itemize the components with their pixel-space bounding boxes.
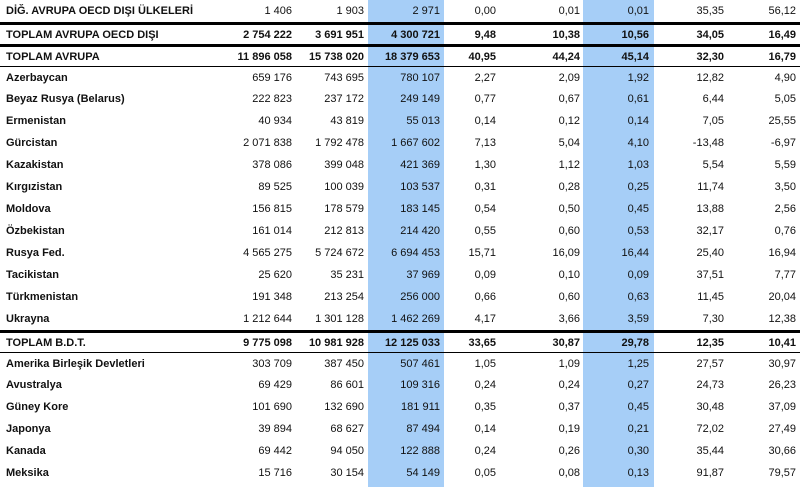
value-cell[interactable]: 69 442 [258,445,292,457]
value-cell[interactable]: 191 348 [252,291,292,303]
value-cell[interactable]: 5,59 [774,159,796,171]
value-cell[interactable]: 7,30 [702,313,724,325]
value-cell[interactable]: 37,51 [696,269,724,281]
value-cell[interactable]: 27,57 [696,357,724,370]
value-cell[interactable]: 387 450 [324,357,364,370]
value-cell[interactable]: 10,56 [621,28,649,41]
value-cell[interactable]: 37 969 [406,269,440,281]
value-cell[interactable]: 25 620 [258,269,292,281]
value-cell[interactable]: 69 429 [258,379,292,391]
row-label[interactable]: Güney Kore [6,401,69,413]
value-cell[interactable]: 1 462 269 [391,313,440,325]
value-cell[interactable]: 2 754 222 [243,28,292,41]
value-cell[interactable]: 0,09 [474,269,496,281]
table-row [0,66,800,88]
table-row [0,132,800,154]
value-cell[interactable]: 7,77 [774,269,796,281]
value-cell[interactable]: 11,74 [697,181,724,193]
value-cell[interactable]: 15 716 [258,467,292,479]
value-cell[interactable]: 40 934 [258,115,292,127]
value-cell[interactable]: 26,23 [768,379,796,391]
value-cell[interactable]: 0,13 [627,467,649,479]
value-cell[interactable]: 1,05 [474,357,496,370]
value-cell[interactable]: 39 894 [258,423,292,435]
row-label[interactable]: Beyaz Rusya (Belarus) [6,93,125,105]
value-cell[interactable]: 0,60 [558,291,580,303]
value-cell[interactable]: 256 000 [400,291,440,303]
value-cell[interactable]: 1 212 644 [243,313,292,325]
value-cell[interactable]: 27,49 [768,423,796,435]
value-cell[interactable]: 1 301 128 [315,313,364,325]
value-cell[interactable]: 0,67 [558,93,580,105]
value-cell[interactable]: 32,30 [696,50,724,63]
value-cell[interactable]: 10,38 [552,28,580,41]
row-label[interactable]: Moldova [6,203,51,215]
row-label[interactable]: Özbekistan [6,225,65,237]
value-cell[interactable]: 0,21 [627,423,649,435]
value-cell[interactable]: 237 172 [324,93,364,105]
value-cell[interactable]: 100 039 [324,181,364,193]
table-row [0,176,800,198]
value-cell[interactable]: 2,27 [474,71,496,84]
value-cell[interactable]: 35,35 [696,5,724,17]
value-cell[interactable]: 30,66 [768,445,796,457]
value-cell[interactable]: 94 050 [330,445,364,457]
value-cell[interactable]: 0,01 [627,5,649,17]
value-cell[interactable]: 0,61 [627,93,649,105]
table-row [0,154,800,176]
value-cell[interactable]: 25,40 [696,247,724,259]
value-cell[interactable]: 5 724 672 [315,247,364,259]
row-label[interactable]: Japonya [6,423,51,435]
table-row [0,308,800,330]
value-cell[interactable]: 54 149 [406,467,440,479]
value-cell[interactable]: 2 071 838 [243,137,292,149]
value-cell[interactable]: 0,54 [474,203,496,215]
value-cell[interactable]: 34,05 [696,28,724,41]
value-cell[interactable]: 7,05 [702,115,724,127]
value-cell[interactable]: 11,45 [697,291,724,303]
value-cell[interactable]: 68 627 [330,423,364,435]
value-cell[interactable]: 43 819 [330,115,364,127]
value-cell[interactable]: 2 971 [412,5,440,17]
value-cell[interactable]: 6 694 453 [391,247,440,259]
value-cell[interactable]: 0,05 [474,467,496,479]
value-cell[interactable]: 3 691 951 [315,28,364,41]
value-cell[interactable]: 56,12 [768,5,796,17]
value-cell[interactable]: 378 086 [252,159,292,171]
value-cell[interactable]: 35 231 [330,269,364,281]
row-label[interactable]: TOPLAM AVRUPA OECD DIŞI [6,28,159,41]
row-label[interactable]: Ermenistan [6,115,66,127]
value-cell[interactable]: -6,97 [770,137,796,149]
value-cell[interactable]: 0,31 [474,181,496,193]
row-label[interactable]: Türkmenistan [6,291,79,303]
value-cell[interactable]: 37,09 [768,401,796,413]
value-cell[interactable]: 421 369 [400,159,440,171]
value-cell[interactable]: 32,17 [696,225,724,237]
value-cell[interactable]: 0,45 [627,203,649,215]
value-cell[interactable]: 0,09 [627,269,649,281]
value-cell[interactable]: 0,37 [558,401,580,413]
value-cell[interactable]: 5,54 [702,159,724,171]
value-cell[interactable]: 0,01 [558,5,580,17]
value-cell[interactable]: 18 379 653 [384,50,440,63]
value-cell[interactable]: 5,05 [774,93,796,105]
value-cell[interactable]: 30,48 [696,401,724,413]
value-cell[interactable]: 1 903 [336,5,364,17]
value-cell[interactable]: 44,24 [552,50,580,63]
value-cell[interactable]: 30,97 [768,357,796,370]
value-cell[interactable]: 0,24 [474,445,496,457]
value-cell[interactable]: 109 316 [400,379,440,391]
table-row [0,88,800,110]
value-cell[interactable]: 507 461 [400,357,440,370]
value-cell[interactable]: 156 815 [252,203,292,215]
row-label[interactable]: Gürcistan [6,137,58,149]
value-cell[interactable]: 30 154 [330,467,364,479]
value-cell[interactable]: 0,14 [627,115,649,127]
value-cell[interactable]: 20,04 [768,291,796,303]
value-cell[interactable]: 1 792 478 [315,137,364,149]
value-cell[interactable]: 4 300 721 [391,28,440,41]
value-cell[interactable]: 0,00 [474,5,496,17]
value-cell[interactable]: 16,09 [552,247,580,259]
value-cell[interactable]: 0,76 [774,225,796,237]
table-row [0,396,800,418]
value-cell[interactable]: 10,41 [768,336,796,349]
value-cell[interactable]: 0,50 [558,203,580,215]
value-cell[interactable]: 0,08 [558,467,580,479]
value-cell[interactable]: 0,35 [474,401,496,413]
value-cell[interactable]: 0,28 [558,181,580,193]
value-cell[interactable]: 1,12 [558,159,580,171]
value-cell[interactable]: 1,92 [627,71,649,84]
row-label[interactable]: Ukrayna [6,313,50,325]
value-cell[interactable]: 0,24 [474,379,496,391]
value-cell[interactable]: 0,10 [558,269,580,281]
table-row [0,22,800,44]
value-cell[interactable]: 72,02 [696,423,724,435]
value-cell[interactable]: 16,94 [768,247,796,259]
value-cell[interactable]: 1,03 [627,159,649,171]
table-row [0,374,800,396]
value-cell[interactable]: 659 176 [252,71,292,84]
value-cell[interactable]: 3,50 [774,181,796,193]
value-cell[interactable]: 2,09 [558,71,580,84]
value-cell[interactable]: 303 709 [252,357,292,370]
value-cell[interactable]: 1,30 [474,159,496,171]
value-cell[interactable]: 1,25 [627,357,649,370]
value-cell[interactable]: 743 695 [324,71,364,84]
value-cell[interactable]: 4,10 [627,137,649,149]
value-cell[interactable]: 12 125 033 [384,336,440,349]
value-cell[interactable]: 24,73 [696,379,724,391]
table-row [0,330,800,352]
value-cell[interactable]: 91,87 [696,467,724,479]
value-cell[interactable]: 132 690 [324,401,364,413]
value-cell[interactable]: 9,48 [474,28,496,41]
value-cell[interactable]: 0,63 [627,291,649,303]
row-label[interactable]: Azerbaycan [6,71,68,84]
value-cell[interactable]: 122 888 [400,445,440,457]
value-cell[interactable]: 35,44 [696,445,724,457]
value-cell[interactable]: 0,14 [474,115,496,127]
value-cell[interactable]: 16,79 [768,50,796,63]
table-row [0,242,800,264]
row-label[interactable]: DİĞ. AVRUPA OECD DIŞI ÜLKELERİ [6,5,194,17]
row-label[interactable]: Meksika [6,467,49,479]
value-cell[interactable]: 213 254 [324,291,364,303]
value-cell[interactable]: 86 601 [330,379,364,391]
value-cell[interactable]: 0,27 [627,379,649,391]
value-cell[interactable]: 1,09 [558,357,580,370]
table-row [0,440,800,462]
value-cell[interactable]: 16,44 [621,247,649,259]
row-label[interactable]: Kırgızistan [6,181,63,193]
value-cell[interactable]: 11 896 058 [237,50,292,63]
value-cell[interactable]: 103 537 [400,181,440,193]
value-cell[interactable]: 0,30 [627,445,649,457]
value-cell[interactable]: 183 145 [400,203,440,215]
table-row [0,264,800,286]
value-cell[interactable]: 15 738 020 [308,50,364,63]
value-cell[interactable]: 161 014 [252,225,292,237]
value-cell[interactable]: 0,55 [474,225,496,237]
value-cell[interactable]: 2,56 [774,203,796,215]
value-cell[interactable]: 0,45 [627,401,649,413]
value-cell[interactable]: 9 775 098 [243,336,292,349]
value-cell[interactable]: 1 667 602 [391,137,440,149]
value-cell[interactable]: 0,77 [474,93,496,105]
value-cell[interactable]: 40,95 [468,50,496,63]
value-cell[interactable]: 25,55 [768,115,796,127]
value-cell[interactable]: 780 107 [400,71,440,84]
value-cell[interactable]: 178 579 [324,203,364,215]
value-cell[interactable]: 0,26 [558,445,580,457]
row-label[interactable]: Avustralya [6,379,62,391]
value-cell[interactable]: 55 013 [406,115,440,127]
value-cell[interactable]: 79,57 [768,467,796,479]
value-cell[interactable]: 0,14 [474,423,496,435]
value-cell[interactable]: 214 420 [400,225,440,237]
value-cell[interactable]: 0,19 [558,423,580,435]
value-cell[interactable]: -13,48 [692,137,724,149]
value-cell[interactable]: 10 981 928 [308,336,364,349]
table-row [0,110,800,132]
value-cell[interactable]: 45,14 [621,50,649,63]
table-row [0,352,800,374]
value-cell[interactable]: 12,38 [768,313,796,325]
value-cell[interactable]: 12,35 [696,336,724,349]
value-cell[interactable]: 181 911 [401,401,440,413]
value-cell[interactable]: 5,04 [558,137,580,149]
table-row [0,220,800,242]
value-cell[interactable]: 30,87 [552,336,580,349]
value-cell[interactable]: 12,82 [696,71,724,84]
value-cell[interactable]: 0,25 [627,181,649,193]
value-cell[interactable]: 87 494 [406,423,440,435]
row-label[interactable]: Kanada [6,445,46,457]
value-cell[interactable]: 0,24 [558,379,580,391]
row-label[interactable]: Kazakistan [6,159,64,171]
table-row [0,462,800,484]
table-row [0,418,800,440]
value-cell[interactable]: 3,59 [627,313,649,325]
value-cell[interactable]: 6,44 [702,93,724,105]
value-cell[interactable]: 15,71 [468,247,496,259]
table-row [0,0,800,22]
table-row [0,44,800,66]
value-cell[interactable]: 29,78 [621,336,649,349]
row-label[interactable]: Amerika Birleşik Devletleri [6,357,145,370]
row-label[interactable]: Tacikistan [6,269,59,281]
table-row [0,198,800,220]
value-cell[interactable]: 16,49 [768,28,796,41]
row-label[interactable]: TOPLAM AVRUPA [6,50,100,63]
value-cell[interactable]: 399 048 [324,159,364,171]
value-cell[interactable]: 249 149 [400,93,440,105]
value-cell[interactable]: 13,88 [696,203,724,215]
value-cell[interactable]: 4 565 275 [243,247,292,259]
value-cell[interactable]: 7,13 [474,137,496,149]
row-label[interactable]: Rusya Fed. [6,247,65,259]
value-cell[interactable]: 212 813 [324,225,364,237]
value-cell[interactable]: 0,53 [627,225,649,237]
value-cell[interactable]: 89 525 [258,181,292,193]
value-cell[interactable]: 0,66 [474,291,496,303]
value-cell[interactable]: 4,90 [774,71,796,84]
value-cell[interactable]: 1 406 [264,5,292,17]
value-cell[interactable]: 0,12 [558,115,580,127]
value-cell[interactable]: 3,66 [558,313,580,325]
table-row [0,286,800,308]
value-cell[interactable]: 33,65 [468,336,496,349]
row-label[interactable]: TOPLAM B.D.T. [6,336,86,349]
value-cell[interactable]: 0,60 [558,225,580,237]
value-cell[interactable]: 222 823 [252,93,292,105]
value-cell[interactable]: 4,17 [474,313,496,325]
value-cell[interactable]: 101 690 [252,401,292,413]
